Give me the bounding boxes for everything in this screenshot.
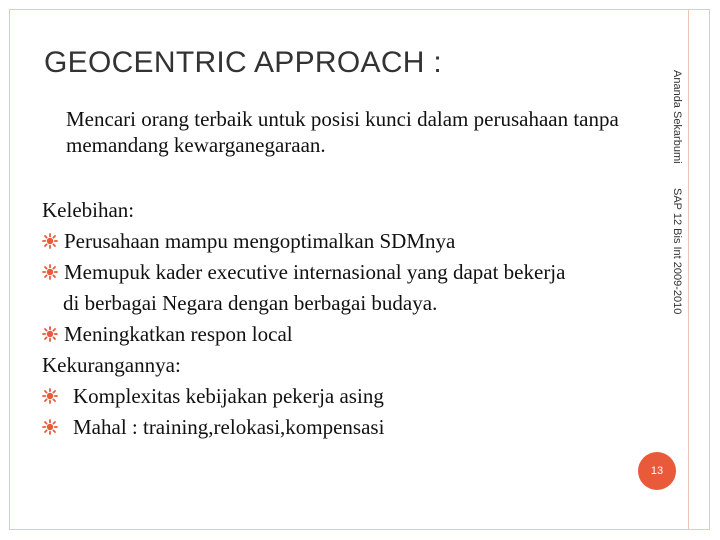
list-item: [42, 319, 662, 350]
sidebar-course: SAP 12 Bis Int 2009-2010: [671, 188, 683, 315]
list-item: [42, 412, 662, 443]
disadvantages-heading: Kekurangannya:: [42, 353, 181, 377]
sun-bullet-icon: [42, 419, 58, 435]
slide-body: [42, 195, 662, 443]
advantages-heading: Kelebihan:: [42, 198, 135, 222]
sun-bullet-icon: [42, 264, 58, 280]
page-number-badge: 13: [638, 452, 676, 490]
list-item-text: Perusahaan mampu mengoptimalkan SDMnya: [64, 229, 456, 253]
list-item-text: Meningkatkan respon local: [64, 322, 293, 346]
slide-title: GEOCENTRIC APPROACH :: [44, 46, 443, 79]
list-item-continuation: di berbagai Negara dengan berbagai budaya.: [63, 291, 438, 315]
list-item: [42, 381, 662, 412]
list-item-text: Mahal : training,relokasi,kompensasi: [73, 415, 385, 439]
sun-bullet-icon: [42, 233, 58, 249]
list-item-text: Komplexitas kebijakan pekerja asing: [73, 384, 384, 408]
list-item: [42, 257, 662, 288]
sidebar-divider: [688, 10, 689, 530]
sidebar-author: Ananda Sekarbumi: [671, 70, 683, 164]
sun-bullet-icon: [42, 326, 58, 342]
intro-text: Mencari orang terbaik untuk posisi kunci dalam perusahaan tanpa memandang kewarganegaraan.: [66, 107, 619, 157]
list-item-text: Memupuk kader executive internasional yang dapat bekerja: [64, 260, 566, 284]
list-item: [42, 226, 662, 257]
sun-bullet-icon: [42, 388, 58, 404]
